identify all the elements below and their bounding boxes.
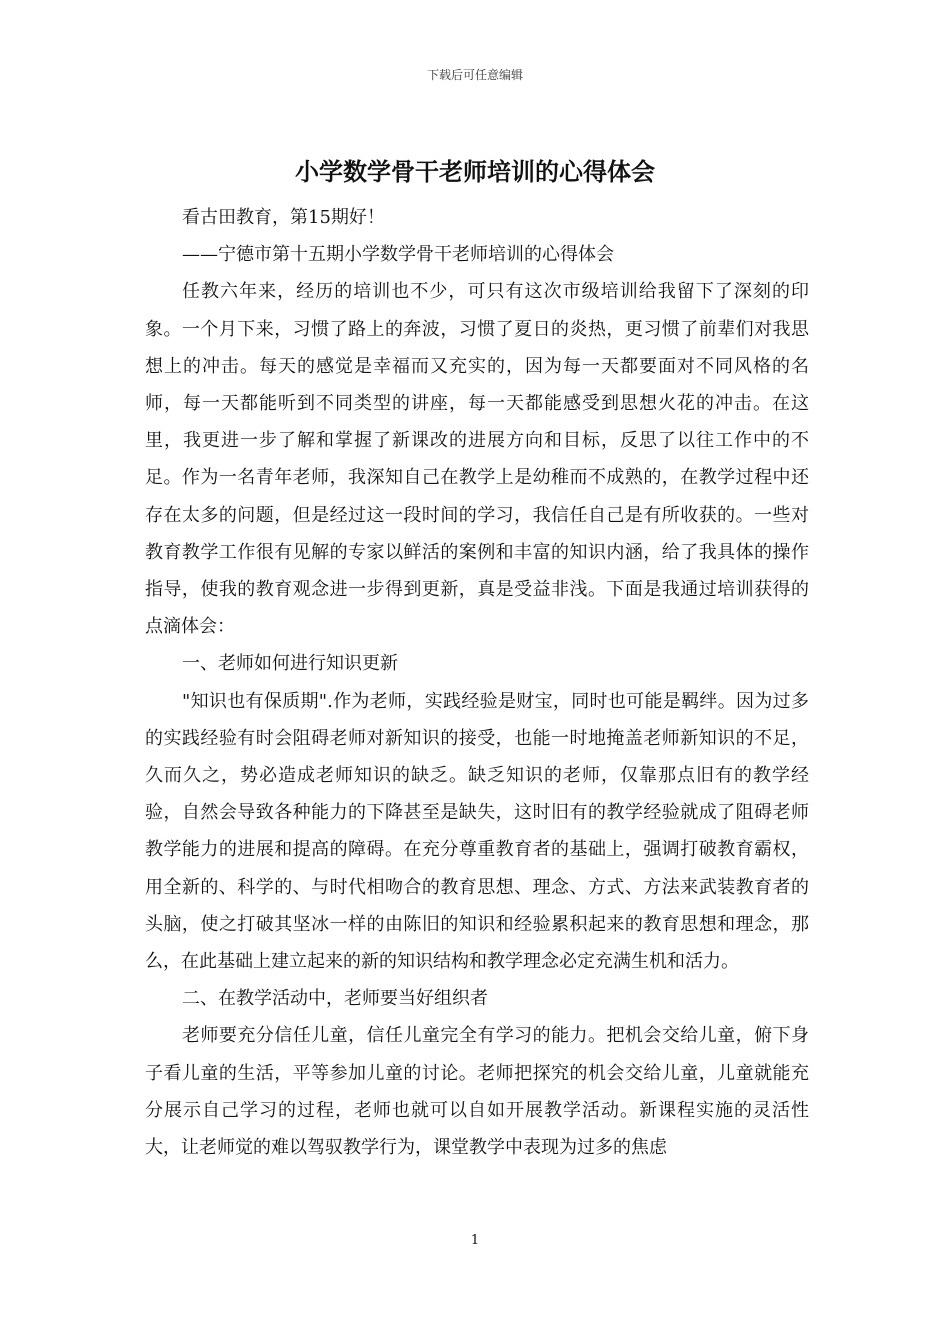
- document-body: [145, 199, 809, 1166]
- page-number: 1: [470, 1233, 480, 1248]
- document-title: 小学数学骨干老师培训的心得体会: [295, 157, 655, 186]
- subtitle-line: ——宁德市第十五期小学数学骨干老师培训的心得体会: [182, 244, 614, 266]
- section-heading-1: 一、老师如何进行知识更新: [182, 653, 398, 675]
- paragraph-intro: 任教六年来，经历的培训也不少，可只有这次市级培训给我留下了深刻的印象。一个月下来，习惯了路上的奔波，习惯了夏日的炎热，更习惯了前辈们对我思想上的冲击。每天的感觉是幸福而又充实的，因为每一天都要面对不同风格的名师，每一天都能听到不同类型的讲座，每一天都能感受到思想火花的冲击。在这里，我更进一步了解和掌握了新课改的进展方向和目标，反思了以往工作中的不足。作为一名青年老师，我深知自己在教学上是幼稚而不成熟的，在教学过程中还存在太多的问题，但是经过这一段时间的学习，我信任自己是有所收获的。一些对教育教学工作很有见解的专家以鲜活的案例和丰富的知识内涵，给了我具体的操作指导，使我的教育观念进一步得到更新，真是受益非浅。下面是我通过培训获得的点滴体会：: [145, 281, 809, 638]
- section-heading-2: 二、在教学活动中，老师要当好组织者: [182, 988, 488, 1010]
- paragraph-knowledge-update: "知识也有保质期".作为老师，实践经验是财宝，同时也可能是羁绊。因为过多的实践经验有时会阻碍老师对新知识的接受，也能一时地掩盖老师新知识的不足，久而久之，势必造成老师知识的缺乏。缺乏知识的老师，仅靠那点旧有的教学经验，自然会导致各种能力的下降甚至是缺失，这时旧有的教学经验就成了阻碍老师教学能力的进展和提高的障碍。在充分尊重教育者的基础上，强调打破教育霸权，用全新的、科学的、与时代相吻合的教育思想、理念、方式、方法来武装教育者的头脑，使之打破其坚冰一样的由陈旧的知识和经验累积起来的教育思想和理念，那么，在此基础上建立起来的新的知识结构和教学理念必定充满生机和活力。: [145, 690, 809, 973]
- header-note: 下载后可任意编辑: [426, 68, 523, 82]
- paragraph-organizer: 老师要充分信任儿童，信任儿童完全有学习的能力。把机会交给儿童，俯下身子看儿童的生活，平等参加儿童的讨论。老师把探究的机会交给儿童，儿童就能充分展示自己学习的过程，老师也就可以自如开展教学活动。新课程实施的灵活性大，让老师觉的难以驾驭教学行为，课堂教学中表现为过多的焦虑: [145, 1025, 809, 1159]
- greeting-line: 看古田教育，第15期好！: [182, 207, 385, 228]
